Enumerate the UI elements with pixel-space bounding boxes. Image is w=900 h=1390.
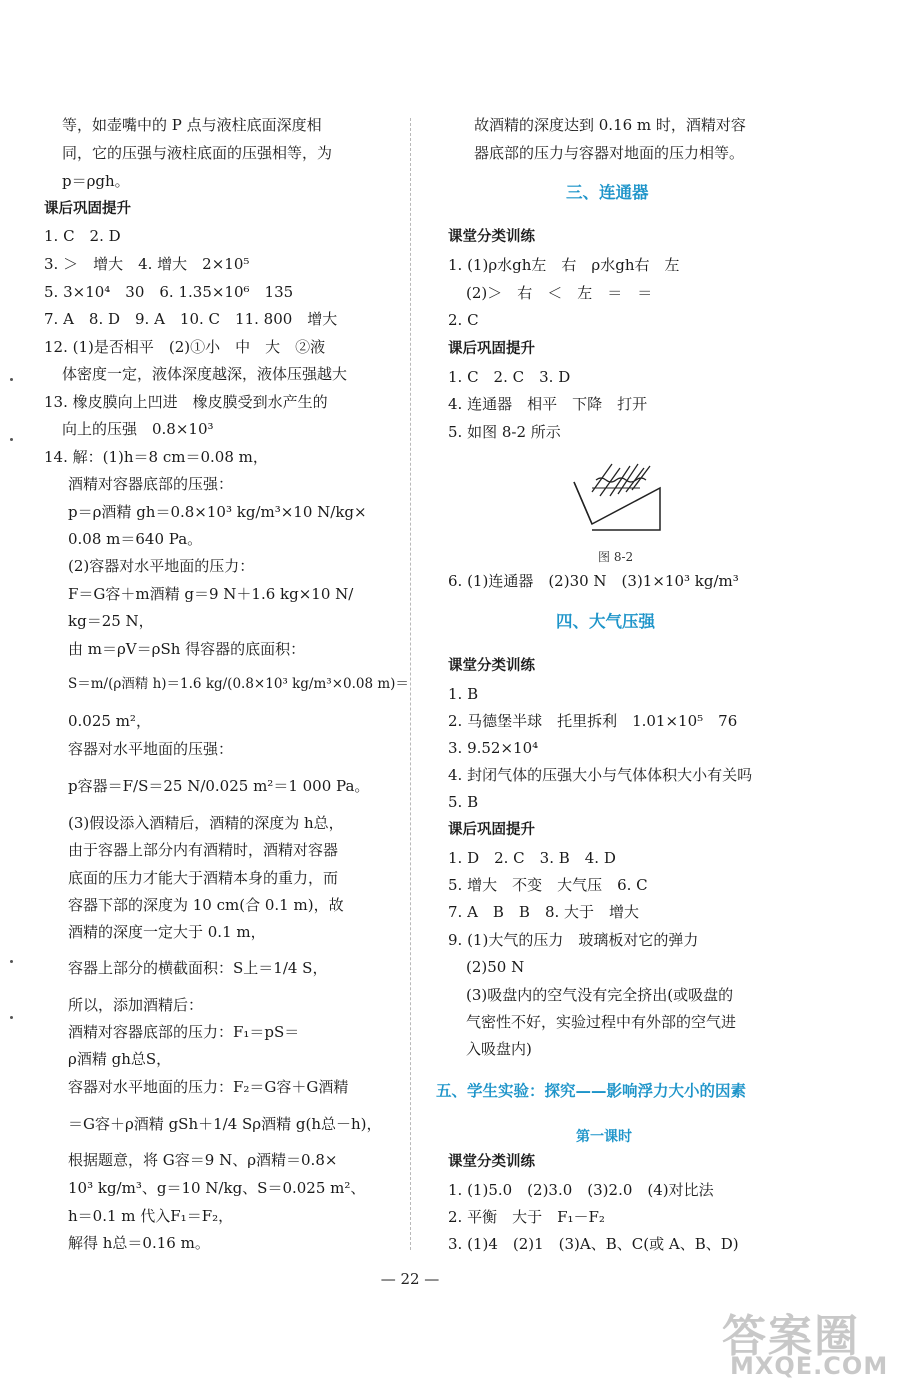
left-line: p＝ρgh。 [62, 172, 130, 190]
formula-line: ＝G容＋ρ酒精 gSh＋1/4 Sρ酒精 g(h总－h)， [68, 1115, 382, 1133]
answer-line: 1. D 2. C 3. B 4. D [448, 849, 616, 867]
answer-line: 1. (1)ρ水gh左 右 ρ水gh右 左 [448, 256, 680, 274]
answer-line: 7. A 8. D 9. A 10. C 11. 800 增大 [44, 310, 338, 328]
margin-mark [10, 960, 13, 963]
answer-line: 1. (1)5.0 (2)3.0 (3)2.0 (4)对比法 [448, 1181, 714, 1199]
formula-line: p容器＝F/S＝25 N/0.025 m²＝1 000 Pa。 [68, 777, 370, 795]
answer-line: 气密性不好，实验过程中有外部的空气进 [466, 1013, 737, 1031]
solution-line: 酒精对容器底部的压力：F₁＝pS＝ [68, 1023, 300, 1041]
solution-line: F＝G容＋m酒精 g＝9 N＋1.6 kg×10 N/ [68, 585, 354, 603]
answer-line: 2. 平衡 大于 F₁－F₂ [448, 1208, 605, 1226]
answer-line: (3)吸盘内的空气没有完全挤出(或吸盘的 [466, 986, 734, 1004]
answer-line: 1. C 2. D [44, 227, 121, 245]
section-heading: 课堂分类训练 [448, 1154, 535, 1170]
answer-line: 体密度一定，液体深度越深，液体压强越大 [62, 365, 348, 383]
answer-line: 3. 9.52×10⁴ [448, 739, 539, 757]
solution-line: 根据题意，将 G容＝9 N、ρ酒精＝0.8× [68, 1151, 338, 1169]
solution-line: ρ酒精 gh总S， [68, 1050, 172, 1068]
left-line: 等，如壶嘴中的 P 点与液柱底面深度相 [62, 116, 322, 134]
answer-line: 5. 如图 8-2 所示 [448, 423, 561, 441]
solution-line: 所以，添加酒精后： [68, 996, 204, 1014]
solution-line: 容器下部的深度为 10 cm(合 0.1 m)，故 [68, 896, 344, 914]
section-heading: 课堂分类训练 [448, 658, 535, 674]
solution-line: (3)假设添入酒精后，酒精的深度为 h总， [68, 814, 344, 832]
answer-line: 入吸盘内) [466, 1040, 532, 1058]
answer-line: 3. ＞ 增大 4. 增大 2×10⁵ [44, 255, 250, 273]
answer-line: 12. (1)是否相平 (2)①小 中 大 ②液 [44, 338, 326, 356]
section-heading: 课堂分类训练 [448, 229, 535, 245]
answer-line: (2)50 N [466, 958, 525, 976]
solution-line: 解得 h总＝0.16 m。 [68, 1234, 210, 1252]
solution-line: 容器对水平地面的压力：F₂＝G容＋G酒精 [68, 1078, 349, 1096]
section-title-buoyancy-experiment: 五、学生实验：探究——影响浮力大小的因素 [436, 1082, 747, 1100]
answer-line: 9. (1)大气的压力 玻璃板对它的弹力 [448, 931, 699, 949]
column-divider [410, 118, 411, 1250]
lesson-subtitle: 第一课时 [576, 1129, 632, 1145]
answer-line: 2. C [448, 311, 479, 329]
answer-line: 13. 橡皮膜向上凹进 橡皮膜受到水产生的 [44, 393, 328, 411]
solution-line: 容器对水平地面的压强： [68, 740, 234, 758]
figure-caption: 图 8-2 [598, 550, 634, 564]
answer-line: 5. B [448, 793, 479, 811]
answer-line: 2. 马德堡半球 托里拆利 1.01×10⁵ 76 [448, 712, 738, 730]
solution-line: p＝ρ酒精 gh＝0.8×10³ kg/m³×10 N/kg× [68, 503, 367, 521]
section-heading: 课后巩固提升 [44, 201, 131, 217]
solution-line: h＝0.1 m 代入F₁＝F₂， [68, 1207, 234, 1225]
solution-line: 酒精对容器底部的压强： [68, 475, 234, 493]
left-line: 同，它的压强与液柱底面的压强相等，为 [62, 144, 333, 162]
answer-line: 14. 解：(1)h＝8 cm＝0.08 m， [44, 448, 268, 466]
solution-line: 0.08 m＝640 Pa。 [68, 530, 203, 548]
solution-line: 酒精的深度一定大于 0.1 m， [68, 923, 266, 941]
solution-line: 10³ kg/m³、g＝10 N/kg、S＝0.025 m²、 [68, 1179, 366, 1197]
answer-line: 4. 封闭气体的压强大小与气体体积大小有关吗 [448, 766, 753, 784]
margin-mark [10, 1016, 13, 1019]
solution-line: 由于容器上部分内有酒精时，酒精对容器 [68, 841, 339, 859]
answer-line: 1. C 2. C 3. D [448, 368, 571, 386]
margin-mark [10, 378, 13, 381]
answer-line: 4. 连通器 相平 下降 打开 [448, 395, 648, 413]
section-heading: 课后巩固提升 [448, 822, 535, 838]
answer-line: 5. 增大 不变 大气压 6. C [448, 876, 648, 894]
right-line: 器底部的压力与容器对地面的压力相等。 [474, 144, 745, 162]
section-heading: 课后巩固提升 [448, 341, 535, 357]
solution-line: 底面的压力才能大于酒精本身的重力，而 [68, 869, 339, 887]
solution-line: 由 m＝ρV＝ρSh 得容器的底面积： [68, 640, 306, 658]
watermark-logo: 答案圈 [722, 1311, 860, 1362]
solution-line: kg＝25 N， [68, 612, 154, 630]
answer-line: 1. B [448, 685, 479, 703]
section-title-atmospheric-pressure: 四、大气压强 [556, 612, 655, 631]
answer-line: 6. (1)连通器 (2)30 N (3)1×10³ kg/m³ [448, 572, 739, 590]
formula-line: 容器上部分的横截面积：S上＝1/4 S， [68, 959, 328, 977]
answer-line: 向上的压强 0.8×10³ [62, 420, 214, 438]
right-line: 故酒精的深度达到 0.16 m 时，酒精对容 [474, 116, 746, 134]
margin-mark [10, 438, 13, 441]
answer-line: 3. (1)4 (2)1 (3)A、B、C(或 A、B、D) [448, 1235, 739, 1253]
watermark-url: MXQE.COM [730, 1352, 889, 1380]
figure-8-2-diagram [570, 452, 666, 534]
answer-line: (2)＞ 右 ＜ 左 ＝ ＝ [466, 284, 653, 302]
answer-line: 7. A B B 8. 大于 增大 [448, 903, 640, 921]
solution-line: (2)容器对水平地面的压力： [68, 557, 255, 575]
page-number: — 22 — [380, 1270, 440, 1288]
section-title-connected-vessels: 三、连通器 [566, 183, 649, 202]
solution-line: 0.025 m²， [68, 712, 151, 730]
formula-line: S＝m/(ρ酒精 h)＝1.6 kg/(0.8×10³ kg/m³×0.08 m)＝ [68, 676, 409, 692]
answer-line: 5. 3×10⁴ 30 6. 1.35×10⁶ 135 [44, 283, 294, 301]
